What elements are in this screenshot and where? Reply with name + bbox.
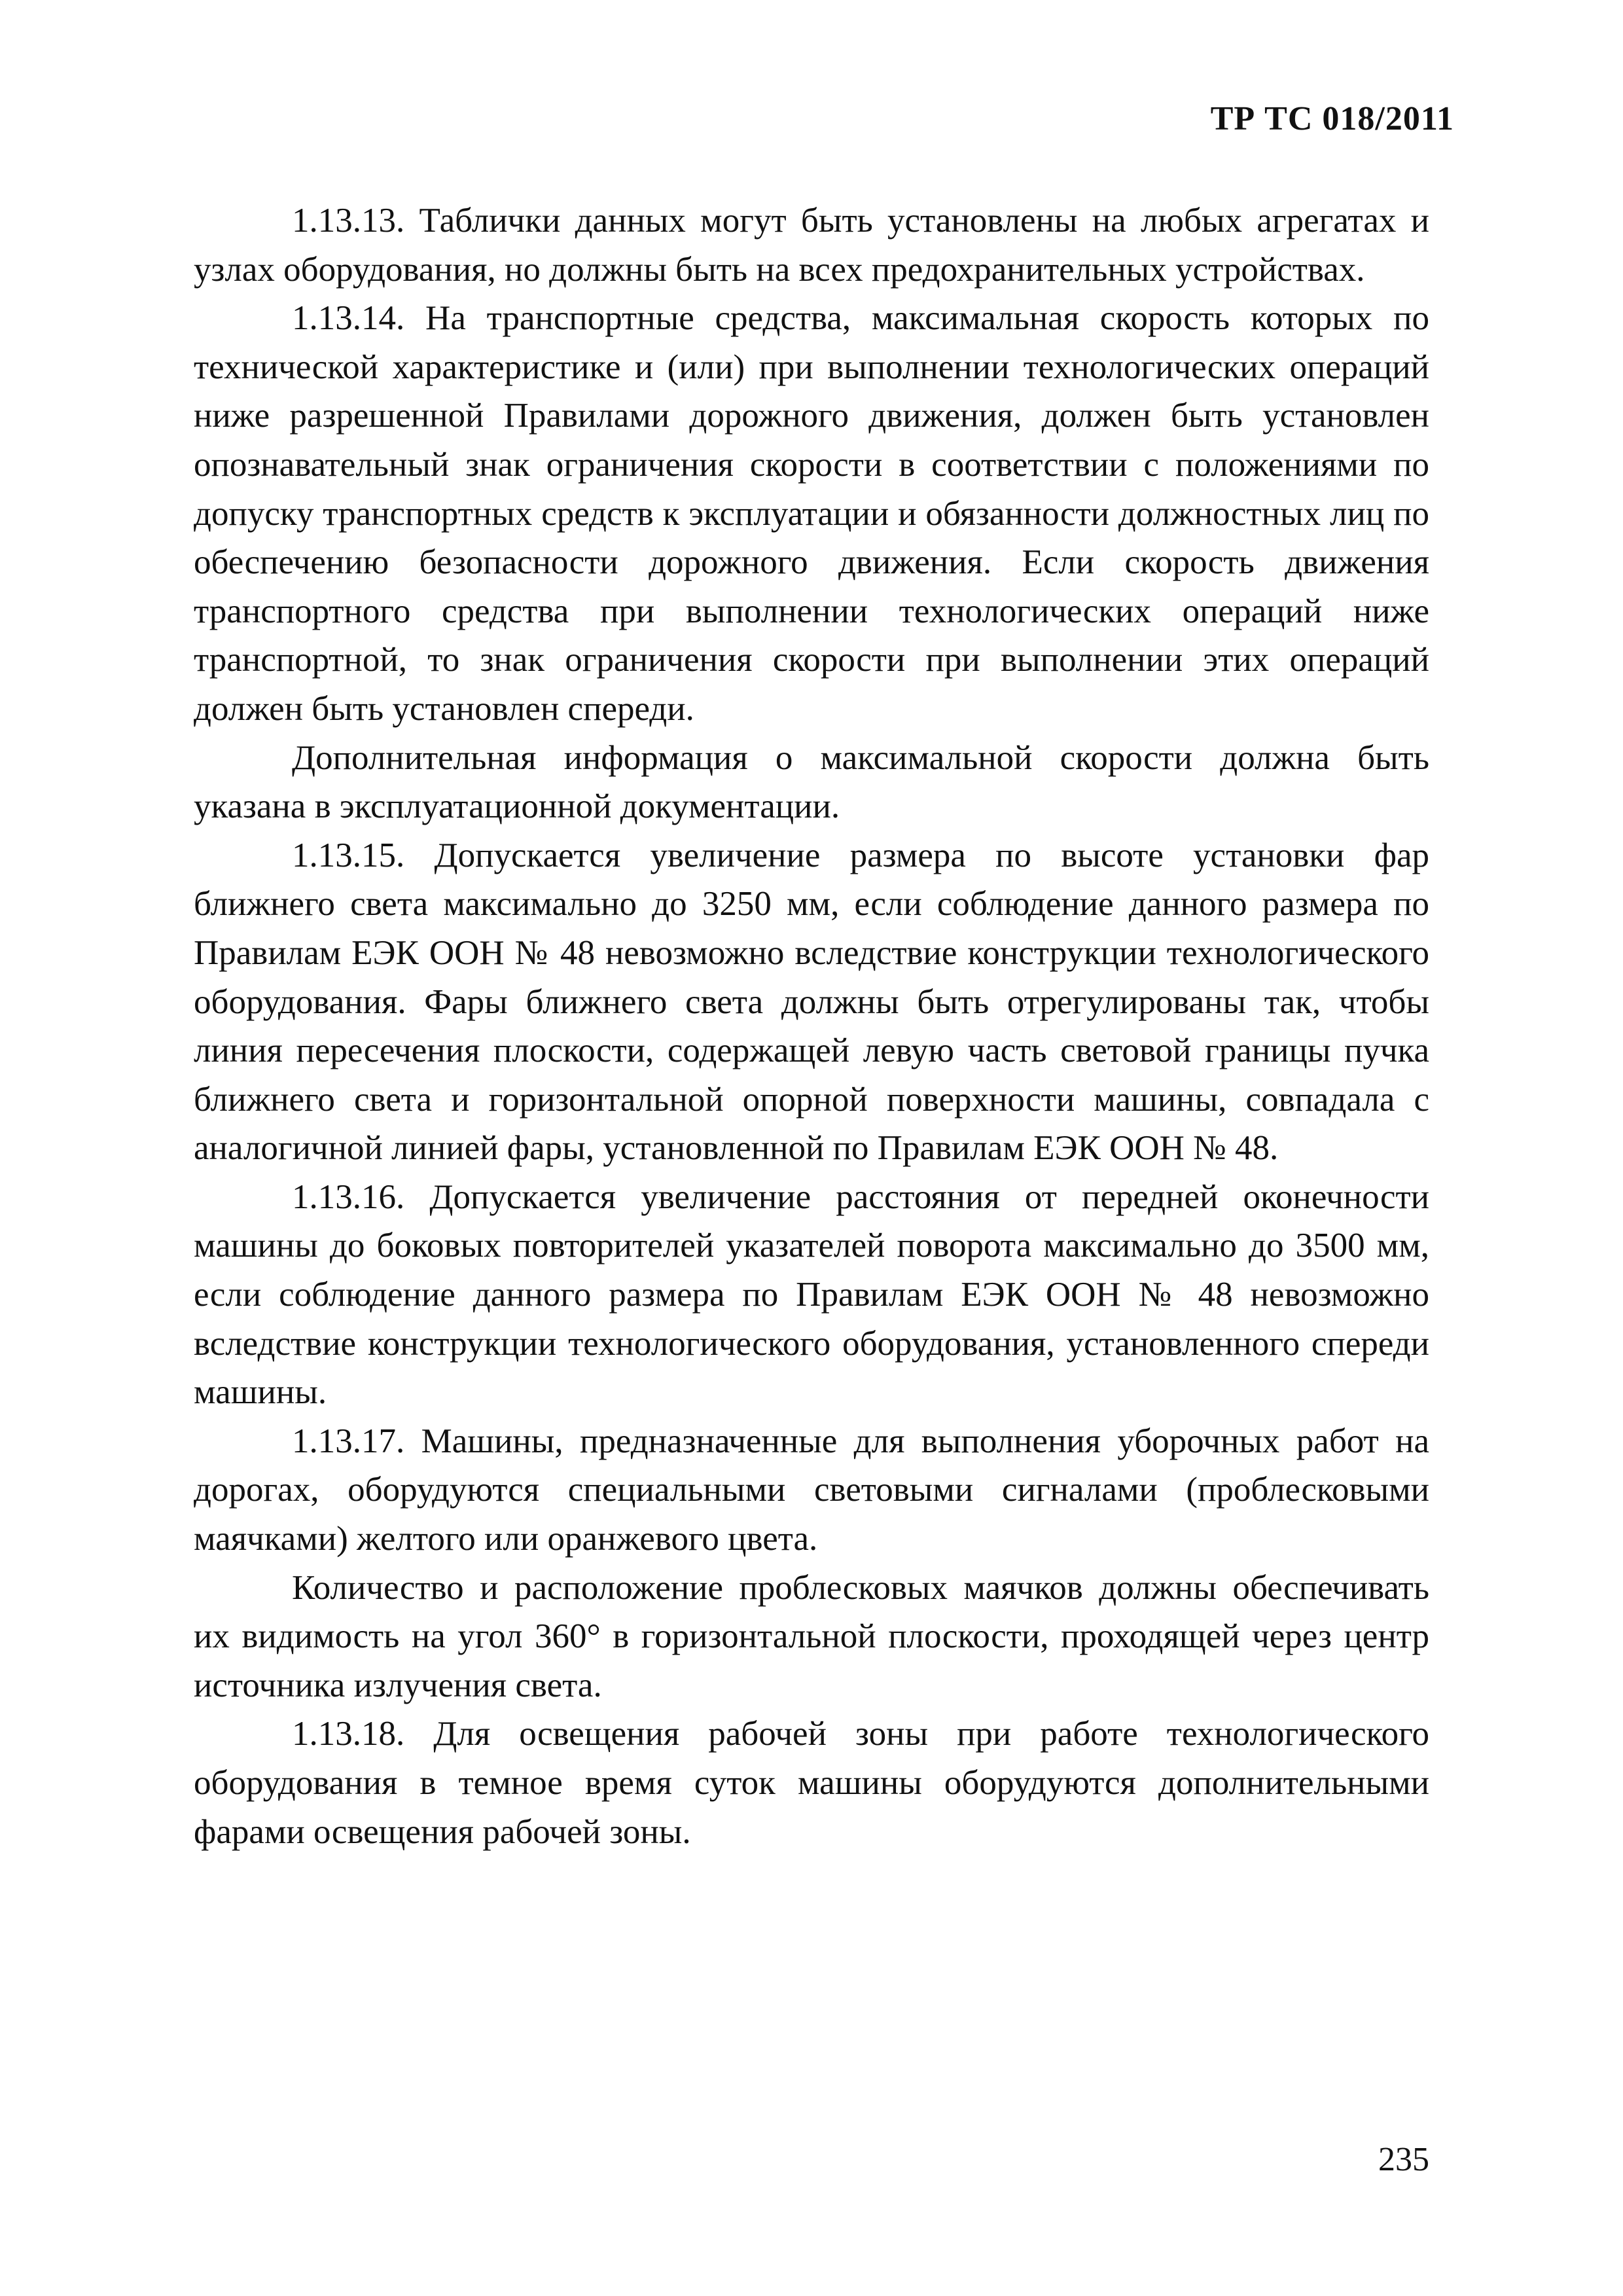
paragraph-beacon-visibility: Количество и расположение проблесковых маячков должны обеспечивать их видимость на угол 360° в горизонтальной плоскости, проходящей через центр источника излучения света.: [194, 1568, 1429, 1704]
document-header: ТР ТС 018/2011: [1210, 100, 1454, 137]
paragraph-1-13-17: 1.13.17. Машины, предназначенные для выполнения уборочных работ на дорогах, оборудуются специальными световыми сигналами (проблесковыми маячками) желтого или оранжевого цвета.: [194, 1422, 1429, 1558]
paragraph-1-13-13: 1.13.13. Таблички данных могут быть установлены на любых агрегатах и узлах оборудования, но должны быть на всех предохранительных устройствах.: [194, 202, 1429, 289]
paragraph-1-13-16: 1.13.16. Допускается увеличение расстояния от передней оконечности машины до боковых повторителей указателей поворота максимально до 3500 мм, если соблюдение данного размера по Правилам ЕЭК ООН № 48 невозможно вследствие конструкции технологического оборудования, установленного спереди машины.: [194, 1177, 1429, 1412]
paragraph-additional-info: Дополнительная информация о максимальной скорости должна быть указана в эксплуатационной документации.: [194, 738, 1429, 826]
page-number: 235: [1378, 2141, 1429, 2178]
paragraph-1-13-18: 1.13.18. Для освещения рабочей зоны при работе технологического оборудования в темное время суток машины оборудуются дополнительными фарами освещения рабочей зоны.: [194, 1715, 1429, 1851]
paragraph-1-13-15: 1.13.15. Допускается увеличение размера по высоте установки фар ближнего света максимально до 3250 мм, если соблюдение данного размера по Правилам ЕЭК ООН № 48 невозможно вследствие конструкции технологического оборудования. Фары ближнего света должны быть отрегулированы так, чтобы линия пересечения плоскости, содержащей левую часть световой границы пучка ближнего света и горизонтальной опорной поверхности машины, совпадала с аналогичной линией фары, установленной по Правилам ЕЭК ООН № 48.: [194, 836, 1429, 1168]
document-body: [194, 196, 1429, 1856]
paragraph-1-13-14: 1.13.14. На транспортные средства, максимальная скорость которых по технической характеристике и (или) при выполнении технологических операций ниже разрешенной Правилами дорожного движения, должен быть установлен опознавательный знак ограничения скорости в соответствии с положениями по допуску транспортных средств к эксплуатации и обязанности должностных лиц по обеспечению безопасности дорожного движения. Если скорость движения транспортного средства при выполнении технологических операций ниже транспортной, то знак ограничения скорости при выполнении этих операций должен быть установлен спереди.: [194, 299, 1429, 728]
